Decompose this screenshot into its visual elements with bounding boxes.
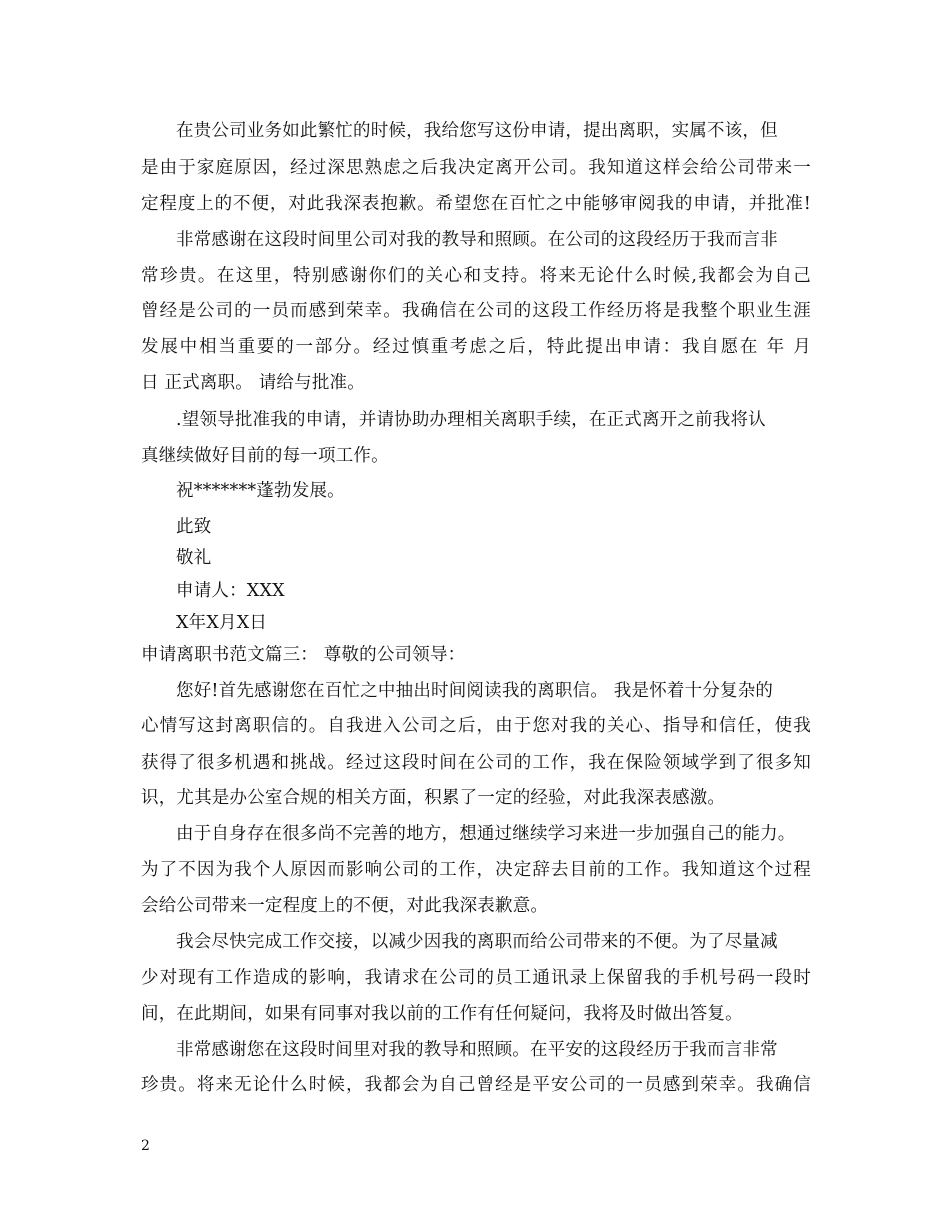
text-line: 获得了很多机遇和挑战。经过这段时间在公司的工作，我在保险领域学到了很多知 <box>141 753 811 773</box>
text-line: 珍贵。将来无论什么时候，我都会为自己曾经是平安公司的一员感到荣幸。我确信 <box>141 1075 811 1095</box>
text-line: 是由于家庭原因，经过深思熟虑之后我决定离开公司。我知道这样会给公司带来一 <box>141 158 811 178</box>
text-line: 定程度上的不便，对此我深表抱歉。希望您在百忙之中能够审阅我的申请，并批准! <box>141 194 811 214</box>
text-line: 在贵公司业务如此繁忙的时候，我给您写这份申请，提出离职，实属不该，但 <box>176 121 778 141</box>
text-line: 申请人：XXX <box>176 581 285 601</box>
text-line: 非常感谢在这段时间里公司对我的教导和照顾。在公司的这段经历于我而言非 <box>176 230 778 250</box>
text-line: 由于自身存在很多尚不完善的地方，想通过继续学习来进一步加强自己的能力。 <box>176 824 796 844</box>
text-line: 为了不因为我个人原因而影响公司的工作，决定辞去目前的工作。我知道这个过程 <box>141 860 811 880</box>
text-line: 常珍贵。在这里，特别感谢你们的关心和支持。将来无论什么时候,我都会为自己 <box>141 266 811 286</box>
text-line: 间，在此期间，如果有同事对我以前的工作有任何疑问，我将及时做出答复。 <box>141 1004 743 1024</box>
text-line: X年X月X日 <box>176 613 268 633</box>
text-line: 日 正式离职。 请给与批准。 <box>141 373 365 393</box>
page-number: 2 <box>141 1138 150 1154</box>
text-line: .望领导批准我的申请，并请协助办理相关离职手续，在正式离开之前我将认 <box>176 410 766 430</box>
text-line: 此致 <box>176 517 212 537</box>
text-line: 少对现有工作造成的影响，我请求在公司的员工通讯录上保留我的手机号码一段时 <box>141 968 811 988</box>
text-line: 敬礼 <box>176 548 212 568</box>
text-line: 真继续做好目前的每一项工作。 <box>141 446 389 466</box>
text-line: 识，尤其是办公室合规的相关方面，积累了一定的经验，对此我深表感激。 <box>141 788 726 808</box>
text-line: 您好!首先感谢您在百忙之中抽出时间阅读我的离职信。 我是怀着十分复杂的 <box>176 681 774 701</box>
text-line: 祝*******蓬勃发展。 <box>176 481 345 501</box>
text-line: 发展中相当重要的一部分。经过慎重考虑之后，特此提出申请：我自愿在 年 月 <box>141 337 811 357</box>
text-line: 会给公司带来一定程度上的不便，对此我深表歉意。 <box>141 896 549 916</box>
text-line: 我会尽快完成工作交接，以减少因我的离职而给公司带来的不便。为了尽量减 <box>176 932 778 952</box>
text-line: 心情写这封离职信的。自我进入公司之后，由于您对我的关心、指导和信任，使我 <box>141 716 811 736</box>
section-heading: 申请离职书范文篇三： 尊敬的公司领导： <box>141 645 466 665</box>
text-line: 非常感谢您在这段时间里对我的教导和照顾。在平安的这段经历于我而言非常 <box>176 1040 778 1060</box>
text-line: 曾经是公司的一员而感到荣幸。我确信在公司的这段工作经历将是我整个职业生涯 <box>141 301 811 321</box>
